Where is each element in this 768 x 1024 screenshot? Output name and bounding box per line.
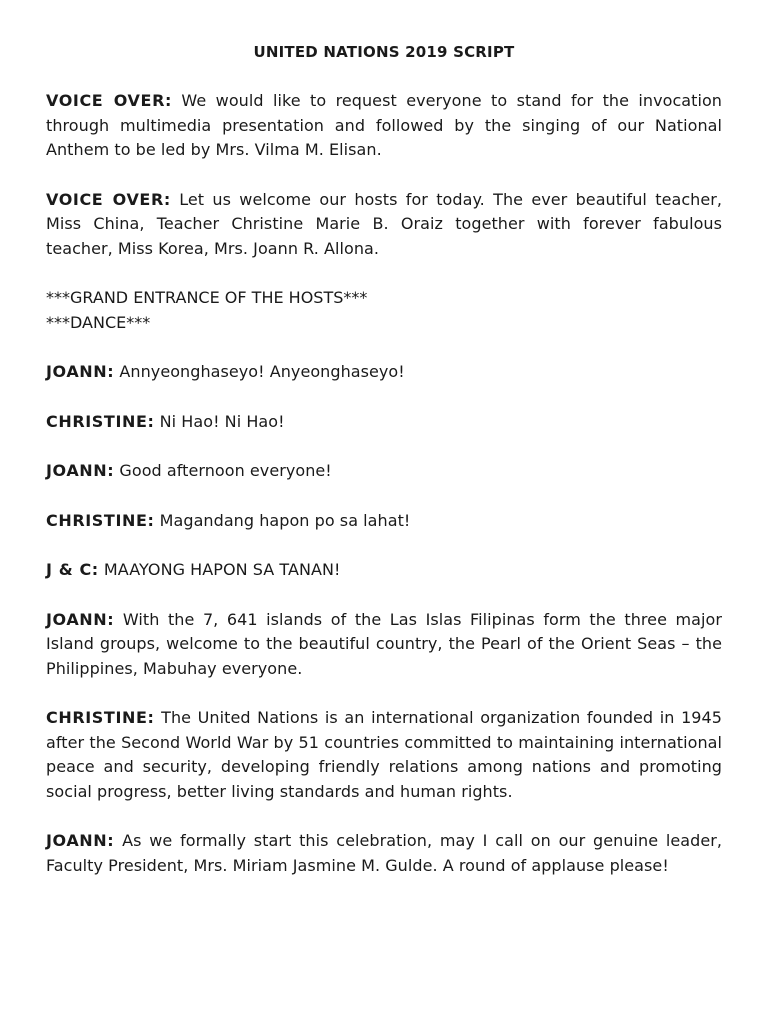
speaker-label: J & C:	[46, 560, 99, 579]
dialogue-line	[46, 360, 722, 385]
dialogue-line	[46, 706, 722, 804]
dialogue-text: MAAYONG HAPON SA TANAN!	[98, 560, 341, 579]
script-page	[46, 40, 722, 903]
dialogue-line	[46, 509, 722, 534]
document-title: UNITED NATIONS 2019 SCRIPT	[253, 43, 515, 61]
speaker-label: CHRISTINE:	[46, 510, 155, 530]
speaker-label: JOANN:	[46, 362, 115, 381]
paragraph-text: Let us welcome our hosts for today. The ever beautiful teacher, Miss China, Teacher Christine Marie B. Oraiz together with forever fabulous teacher, Miss Korea, Mrs. Joann R. Allona.	[46, 189, 723, 258]
stage-direction-grand-entrance: ***GRAND ENTRANCE OF THE HOSTS***	[46, 288, 368, 307]
speaker-label: VOICE OVER:	[46, 189, 171, 209]
stage-directions	[46, 286, 722, 335]
speaker-label: JOANN:	[46, 831, 115, 850]
dialogue-line	[46, 459, 722, 484]
dialogue-line	[46, 829, 722, 878]
voice-over-paragraph-2	[46, 188, 722, 262]
paragraph-text: We would like to request everyone to stand for the invocation through multimedia presentation and followed by the singing of our National Anthem to be led by Mrs. Vilma M. Elisan.	[46, 91, 722, 159]
dialogue-line	[46, 608, 722, 682]
speaker-label: CHRISTINE:	[46, 411, 155, 431]
dialogue-text: Ni Hao! Ni Hao!	[154, 411, 285, 431]
speaker-label: CHRISTINE:	[46, 708, 155, 727]
speaker-label: JOANN:	[46, 461, 115, 480]
dialogue-text: As we formally start this celebration, may I call on our genuine leader, Faculty President, Mrs. Miriam Jasmine M. Gulde. A round of applause please!	[46, 831, 722, 875]
dialogue-text: The United Nations is an international organization founded in 1945 after the Second World War by 51 countries committed to maintaining international peace and security, developing friendly relations among nations and promoting social progress, better living standards and human rights.	[46, 708, 722, 801]
voice-over-paragraph-1	[46, 89, 722, 163]
speaker-label: JOANN:	[46, 609, 115, 629]
speaker-label: VOICE OVER:	[46, 91, 172, 110]
dialogue-text: Good afternoon everyone!	[114, 461, 332, 480]
dialogue-text: Annyeonghaseyo! Anyeonghaseyo!	[114, 362, 405, 381]
stage-direction-dance: ***DANCE***	[46, 312, 151, 332]
dialogue-text: With the 7, 641 islands of the Las Islas Filipinas form the three major Island groups, welcome to the beautiful country, the Pearl of the Orient Seas – the Philippines, Mabuhay everyone.	[46, 609, 722, 678]
dialogue-text: Magandang hapon po sa lahat!	[154, 510, 411, 530]
dialogue-line	[46, 410, 722, 435]
dialogue-line	[46, 558, 722, 583]
